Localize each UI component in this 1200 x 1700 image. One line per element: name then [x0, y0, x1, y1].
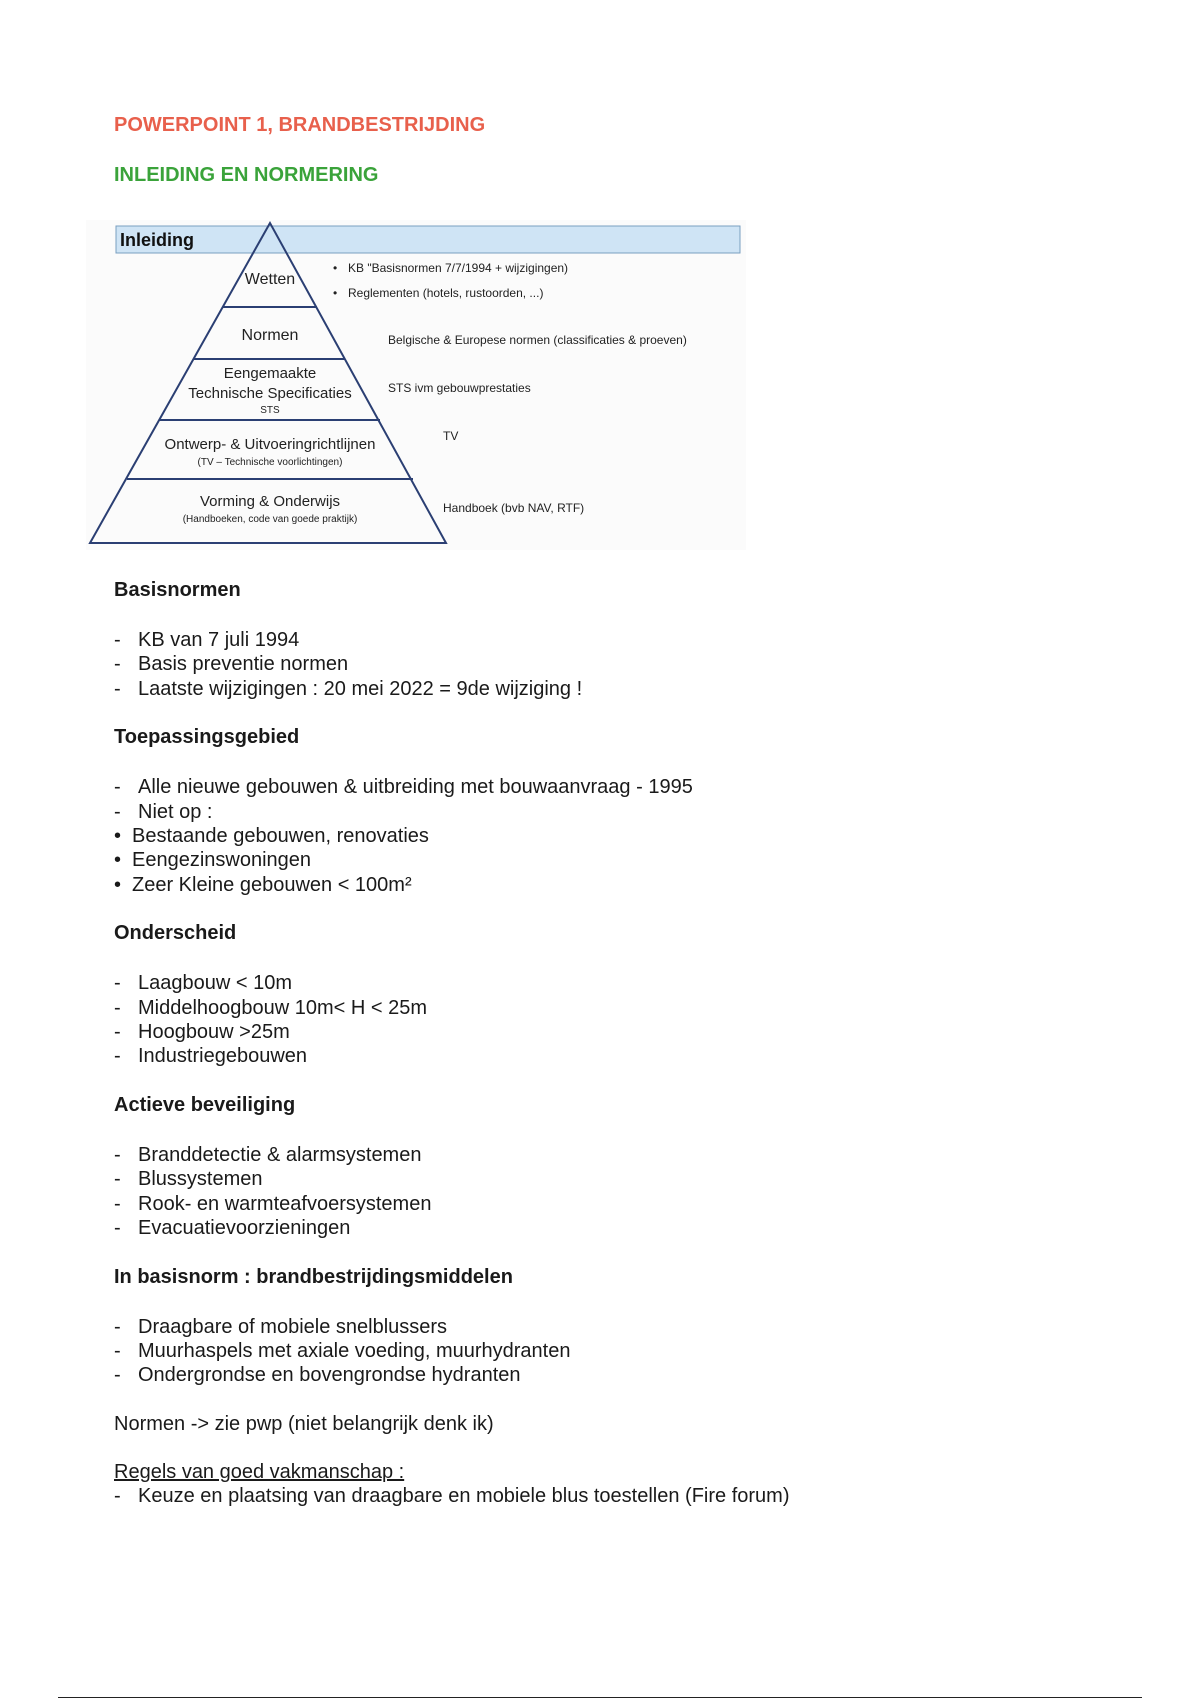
section-toepassingsgebied	[114, 725, 1114, 897]
note-sts: STS ivm gebouwprestaties	[388, 381, 531, 395]
list-item-text: Rook- en warmteafvoersystemen	[138, 1192, 432, 1215]
list-item	[114, 1192, 1114, 1216]
dash-marker: -	[114, 800, 121, 823]
level-sts-line2: Technische Specificaties	[188, 385, 352, 402]
bullet-marker: •	[114, 849, 122, 872]
dash-marker: -	[114, 629, 121, 651]
dash-marker: -	[114, 1484, 121, 1507]
section-onderscheid	[114, 921, 1114, 1069]
dash-marker: -	[114, 1192, 121, 1215]
dash-marker: -	[114, 972, 121, 995]
list-item-text: Keuze en plaatsing van draagbare en mobiele blus toestellen (Fire forum)	[138, 1484, 790, 1507]
dash-marker: -	[114, 1168, 121, 1191]
dash-marker: -	[114, 776, 121, 799]
list-item-text: Basis preventie normen	[138, 653, 349, 676]
list-item-text: Hoogbouw >25m	[138, 1021, 290, 1044]
list-item	[114, 848, 1114, 872]
list-item	[114, 1315, 1114, 1339]
list-item	[114, 628, 1114, 652]
list-item	[114, 996, 1114, 1020]
dash-marker: -	[114, 996, 121, 1019]
level-normen: Normen	[241, 327, 299, 344]
list-item-text: Industriegebouwen	[138, 1045, 308, 1068]
list-item-text: Muurhaspels met axiale voeding, muurhydranten	[138, 1339, 571, 1362]
level-sts-sub: STS	[260, 405, 280, 416]
section-title: Basisnormen	[114, 579, 241, 601]
list-item	[114, 1143, 1114, 1167]
list-item-text: Evacuatievoorzieningen	[138, 1217, 351, 1240]
note-wetten-1: KB "Basisnormen 7/7/1994 + wijzigingen)	[348, 261, 569, 275]
list-item-text: Alle nieuwe gebouwen & uitbreiding met bouwaanvraag - 1995	[138, 776, 693, 799]
list-item-text: Ondergrondse en bovengrondse hydranten	[138, 1364, 521, 1387]
list-item	[114, 824, 1114, 848]
document-body	[114, 578, 1114, 1508]
list-item	[114, 873, 1114, 897]
bullet-marker: •	[114, 825, 122, 848]
inleiding-banner-label: Inleiding	[120, 230, 194, 250]
page-subtitle: INLEIDING EN NORMERING	[114, 164, 379, 186]
normen-note: Normen -> zie pwp (niet belangrijk denk ik)	[114, 1412, 494, 1435]
level-ontwerp-sub: (TV – Technische voorlichtingen)	[197, 457, 343, 468]
dash-marker: -	[114, 1021, 121, 1044]
dash-marker: -	[114, 677, 121, 700]
note-normen: Belgische & Europese normen (classificaties & proeven)	[388, 333, 687, 347]
note-handboek: Handboek (bvb NAV, RTF)	[443, 501, 585, 515]
list-item-text: Zeer Kleine gebouwen < 100m²	[132, 873, 412, 896]
dash-marker: -	[114, 1217, 121, 1240]
list-item-text: Draagbare of mobiele snelblussers	[138, 1315, 448, 1338]
inleiding-banner	[116, 226, 740, 253]
dash-marker: -	[114, 1339, 121, 1362]
list-item	[114, 1167, 1114, 1191]
section-title: In basisnorm : brandbestrijdingsmiddelen	[114, 1265, 513, 1288]
list-item-text: Branddetectie & alarmsystemen	[138, 1143, 422, 1166]
section-brandbestrijdingsmiddelen	[114, 1265, 1114, 1388]
dash-marker: -	[114, 1364, 121, 1387]
list-item-text: Bestaande gebouwen, renovaties	[132, 825, 429, 848]
bullet-marker: •	[114, 873, 122, 896]
level-vorming-sub: (Handboeken, code van goede praktijk)	[182, 514, 358, 525]
level-wetten: Wetten	[244, 271, 296, 288]
list-item	[114, 652, 1114, 676]
note-bullet-2: •	[333, 286, 338, 300]
normering-pyramid-diagram	[86, 220, 746, 550]
list-item	[114, 1363, 1114, 1387]
level-vorming: Vorming & Onderwijs	[199, 493, 341, 510]
section-title: Onderscheid	[114, 922, 237, 945]
list-item	[114, 1339, 1114, 1363]
footer-divider	[58, 1697, 1142, 1698]
list-item	[114, 800, 1114, 824]
page-title: POWERPOINT 1, BRANDBESTRIJDING	[114, 114, 486, 136]
list-item	[114, 775, 1114, 799]
list-item-text: Middelhoogbouw 10m< H < 25m	[138, 996, 428, 1019]
level-ontwerp: Ontwerp- & Uitvoeringrichtlijnen	[164, 436, 376, 453]
list-item-text: KB van 7 juli 1994	[138, 629, 300, 651]
list-item-text: Eengezinswoningen	[132, 849, 312, 872]
list-item	[114, 971, 1114, 995]
note-bullet-1: •	[333, 261, 338, 275]
section-actieve-beveiliging	[114, 1093, 1114, 1241]
list-item	[114, 1216, 1114, 1240]
list-item-text: Blussystemen	[138, 1168, 263, 1191]
list-item	[114, 1484, 1114, 1508]
dash-marker: -	[114, 1315, 121, 1338]
list-item-text: Niet op :	[138, 800, 213, 823]
note-tv: TV	[443, 429, 459, 443]
list-item	[114, 1044, 1114, 1068]
dash-marker: -	[114, 653, 121, 676]
list-item-text: Laagbouw < 10m	[138, 972, 293, 995]
list-item	[114, 677, 1114, 701]
note-wetten-2: Reglementen (hotels, rustoorden, ...)	[348, 286, 544, 300]
dash-marker: -	[114, 1143, 121, 1166]
regels-title: Regels van goed vakmanschap :	[114, 1460, 405, 1483]
list-item	[114, 1020, 1114, 1044]
section-title: Actieve beveiliging	[114, 1093, 296, 1116]
dash-marker: -	[114, 1045, 121, 1068]
section-title: Toepassingsgebied	[114, 726, 300, 749]
section-basisnormen	[114, 578, 1114, 701]
list-item-text: Laatste wijzigingen : 20 mei 2022 = 9de wijziging !	[138, 677, 583, 700]
level-sts-line1: Eengemaakte	[223, 365, 317, 382]
